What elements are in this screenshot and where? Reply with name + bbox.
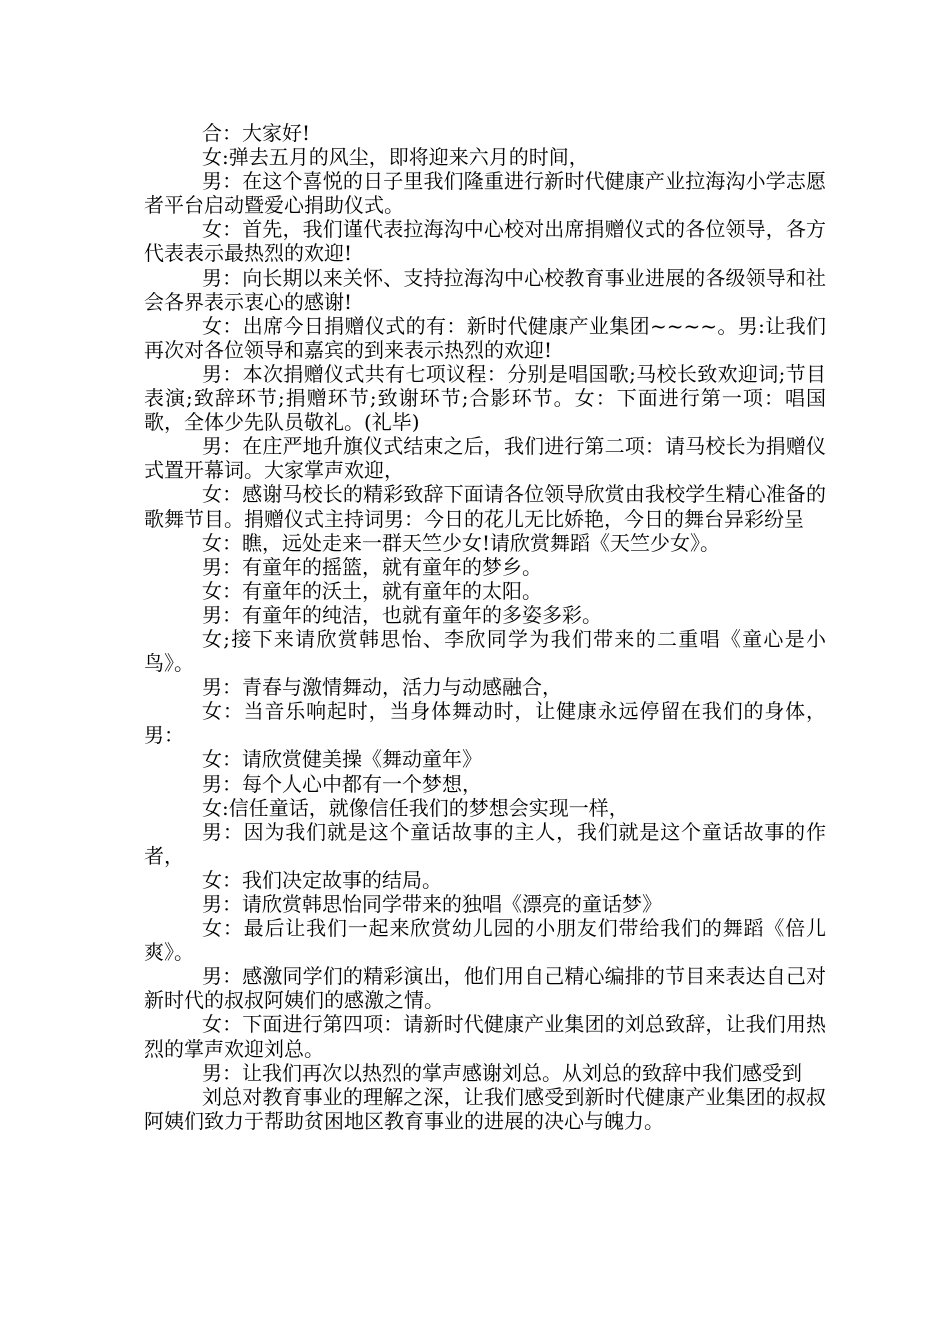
paragraph-line: 女：我们决定故事的结局。 (202, 867, 442, 892)
paragraph-line: 男：有童年的摇篮，就有童年的梦乡。 (202, 554, 542, 579)
paragraph-thanks-society: 男：向长期以来关怀、支持拉海沟中心校教育事业进展的各级领导和社会各界表示衷心的感谢! (144, 265, 826, 314)
paragraph-solo-intro: 男：请欣赏韩思怡同学带来的独唱《漂亮的童话梦》 (202, 892, 662, 916)
document-body (144, 121, 826, 1133)
paragraph-line: 男：青春与激情舞动，活力与动感融合， (202, 675, 562, 700)
paragraph-line: 男：每个人心中都有一个梦想， (202, 771, 482, 796)
paragraph-opening-female: 女:弹去五月的风尘，即将迎来六月的时间， (202, 145, 589, 170)
paragraph-dance-intro: 女：瞧，远处走来一群天竺少女!请欣赏舞蹈《天竺少女》。 (202, 530, 721, 555)
paragraph-greeting: 合：大家好! (202, 121, 311, 145)
paragraph-closing: 刘总对教育事业的理解之深，让我们感受到新时代健康产业集团的叔叔阿姨们致力于帮助贫困地区教育事业的进展的决心与魄力。 (144, 1084, 826, 1133)
paragraph-attendees: 女：出席今日捐赠仪式的有：新时代健康产业集团~~~~。男:让我们再次对各位领导和嘉宾的到来表示热烈的欢迎! (144, 313, 826, 362)
paragraph-kindergarten-dance: 女：最后让我们一起来欣赏幼儿园的小朋友们带给我们的舞蹈《倍儿爽》。 (144, 916, 826, 965)
paragraph-opening-speech: 男：在庄严地升旗仪式结束之后，我们进行第二项：请马校长为捐赠仪式置开幕词。大家掌声欢迎， (144, 434, 826, 483)
paragraph-line: 男：有童年的纯洁，也就有童年的多姿多彩。 (202, 602, 602, 627)
paragraph-thanks-students: 男：感激同学们的精彩演出，他们用自己精心编排的节目来表达自己对新时代的叔叔阿姨们的感激之情。 (144, 964, 826, 1013)
paragraph-item-four: 女：下面进行第四项：请新时代健康产业集团的刘总致辞，让我们用热烈的掌声欢迎刘总。 (144, 1012, 826, 1061)
paragraph-line: 女:信任童话，就像信任我们的梦想会实现一样， (202, 795, 629, 820)
paragraph-aerobics-intro: 女：请欣赏健美操《舞动童年》 (202, 747, 482, 772)
paragraph-thanks-liu: 男：让我们再次以热烈的掌声感谢刘总。从刘总的致辞中我们感受到 (202, 1060, 802, 1085)
paragraph-line: 女：有童年的沃土，就有童年的太阳。 (202, 578, 542, 603)
paragraph-line: 女：当音乐响起时，当身体舞动时，让健康永远停留在我们的身体，男： (144, 699, 826, 748)
paragraph-welcome-leaders: 女：首先，我们谨代表拉海沟中心校对出席捐赠仪式的各位领导，各方代表表示最热烈的欢迎! (144, 217, 826, 266)
paragraph-duet-intro: 女;接下来请欣赏韩思怡、李欣同学为我们带来的二重唱《童心是小鸟》。 (144, 626, 826, 676)
paragraph-line: 男：因为我们就是这个童话故事的主人，我们就是这个童话故事的作者， (144, 819, 826, 868)
paragraph-ceremony-announcement: 男：在这个喜悦的日子里我们隆重进行新时代健康产业拉海沟小学志愿者平台启动暨爱心捐助仪式。 (144, 169, 826, 218)
paragraph-agenda: 男：本次捐赠仪式共有七项议程：分别是唱国歌;马校长致欢迎词;节目表演;致辞环节;捐赠环节;致谢环节;合影环节。女：下面进行第一项：唱国歌，全体少先队员敬礼。(礼毕) (144, 361, 826, 435)
paragraph-performances-intro: 女：感谢马校长的精彩致辞下面请各位领导欣赏由我校学生精心准备的歌舞节目。捐赠仪式主持词男：今日的花儿无比娇艳，今日的舞台异彩纷呈 (144, 482, 826, 531)
